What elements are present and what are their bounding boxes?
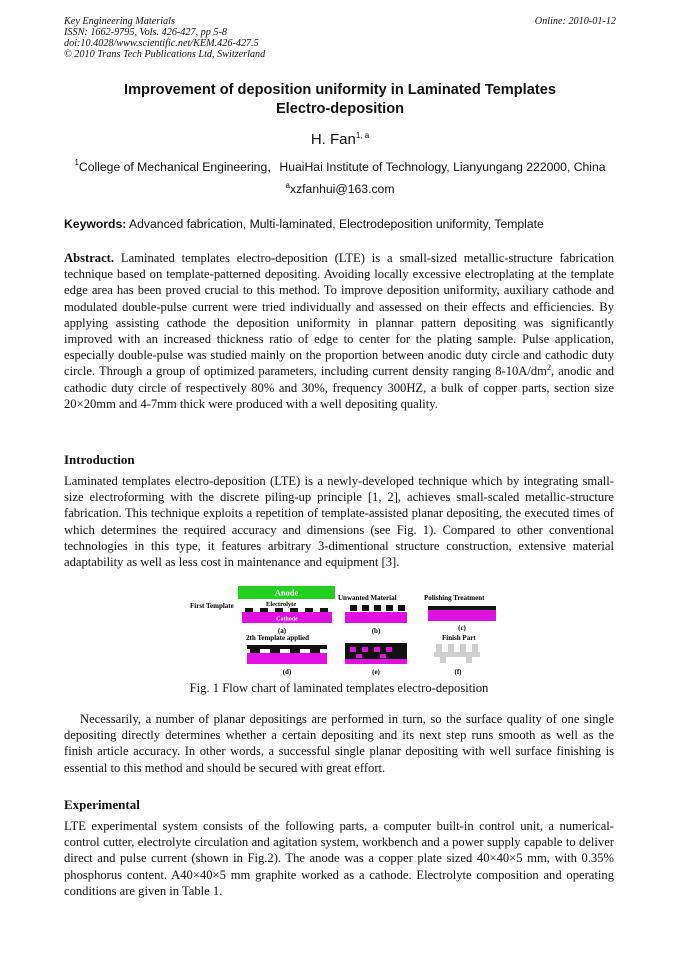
unwanted-material — [350, 605, 405, 611]
step-f-label: (f) — [454, 668, 462, 676]
polished-layer — [428, 606, 496, 610]
cathode-label: Cathode — [276, 616, 298, 623]
online-date: Online: 2010-01-12 — [534, 16, 616, 27]
affiliation-sup: 1 — [74, 158, 79, 167]
unwanted-material-label: Unwanted Material — [338, 594, 397, 602]
polishing-label: Polishing Treatment — [424, 594, 485, 602]
second-template — [247, 645, 327, 653]
introduction-heading: Introduction — [64, 452, 135, 467]
cathode-bar-c — [428, 610, 496, 621]
running-header — [64, 16, 616, 60]
introduction-paragraph-2: Necessarily, a number of planar depositings are performed in turn, so the surface quality of one single depositing directly determines whether a certain depositing and its next step runs smooth as well as the finish article accuracy. In other words, a successful single planar depositing with well surface finishing is essential to this method and should be secured with great effort. — [64, 712, 614, 775]
figure-1-caption: Fig. 1 Flow chart of laminated templates electro-deposition — [189, 681, 489, 695]
step-d-label: (d) — [282, 668, 292, 676]
email-line — [64, 181, 616, 196]
abstract-text-2: , anodic and cathodic duty circle of respectively 80% and 30%, frequency 300HZ, a bulk of copper parts, section size 20×20mm and 4-7mm thick were produced with a well depositing quality. — [64, 364, 615, 411]
keywords — [64, 217, 616, 231]
keywords-text: Advanced fabrication, Multi-laminated, Electrodeposition uniformity, Template — [126, 217, 544, 231]
experimental-paragraph-1: LTE experimental system consists of the following parts, a computer built-in control unit, a numerical-control cutter, electrolyte circulation and agitation system, workbench and a power supply capable to deliver direct and pulse current (shown in Fig.2). The anode was a copper plate sized 40×40×5 mm, with 0.35% phosphorus content. A40×40×5 mm graphite worked as a cathode. Electrolyte composition and operating conditions are given in Table 1. — [64, 819, 614, 898]
abstract-text-1: Laminated templates electro-deposition (LTE) is a small-sized metallic-structure fabrication technique based on template-patterned depositing. Avoiding locally excessive electroplating at the template edge area has been proved crucial to this method. To improve deposition uniformity, auxiliary cathode and modulated double-pulse current were tried individually and assessed on their effects and efficiencies. By applying assisting cathode the deposition uniformity in plannar pattern depositing was significantly improved with an increased thickness ratio of edge to center for the plating sample. Pulse application, especially double-pulse was studied mainly on the proportion between anodic duty circle and cathodic duty circle. Through a group of optimized parameters, including current density ranging 8-10A/dm — [64, 251, 614, 379]
multi-layer-part — [345, 643, 407, 664]
introduction-paragraph-1: Laminated templates electro-deposition (LTE) is a newly-developed technique which by integrating small-size electroforming with the discrete piling-up principle [1, 2], achieves small-scaled metallic-structure fabrication. This technique exploits a repetition of template-assisted planar depositing, the executed times of which determines the required accuracy and dimensions (see Fig. 1). Compared to other conventional technologies in this type, it features arbitrary 3-dimentional structure construction, extensive material adaptability as well as less cost in maintenance and equipment [3]. — [64, 474, 614, 570]
finish-part-label: Finish Part — [442, 634, 476, 642]
first-template-label: First Template — [190, 602, 234, 610]
title-line-2: Electro-deposition — [275, 101, 405, 117]
finish-part — [434, 644, 480, 663]
keywords-label: Keywords: — [64, 217, 127, 231]
copyright: © 2010 Trans Tech Publications Ltd, Switzerland — [64, 49, 266, 60]
step-b-label: (b) — [371, 627, 381, 635]
abstract — [64, 250, 614, 412]
step-c-label: (c) — [458, 624, 466, 632]
title-line-1: Improvement of deposition uniformity in Laminated Templates — [124, 82, 556, 98]
abstract-label: Abstract. — [64, 251, 115, 265]
first-template — [245, 608, 328, 612]
cathode-bar-b — [345, 612, 407, 623]
doi: doi:10.4028/www.scientific.net/KEM.426-427.5 — [64, 38, 259, 49]
abstract-sup: 2 — [546, 363, 551, 373]
experimental-heading: Experimental — [64, 797, 140, 812]
figure-1 — [190, 584, 505, 680]
step-a-label: (a) — [277, 627, 287, 635]
email-address[interactable]: xzfanhui@163.com — [289, 182, 395, 196]
affiliation — [64, 158, 616, 175]
affiliation-text: College of Mechanical Engineering，HuaiHai Institute of Technology, Lianyungang 222000, China — [78, 160, 606, 174]
author-name: H. Fan — [310, 131, 356, 148]
journal-name: Key Engineering Materials — [64, 16, 175, 27]
author-line — [64, 131, 616, 148]
author-sup: 1, a — [355, 131, 370, 140]
step-e-label: (e) — [372, 668, 380, 676]
paper-title — [64, 81, 616, 119]
electrolyte-label: Electrolyte — [266, 601, 297, 608]
second-template-label: 2th Template applied — [246, 634, 310, 642]
cathode-bar-d — [247, 653, 327, 664]
email-sup: a — [285, 181, 290, 190]
anode-label: Anode — [274, 587, 299, 598]
issn: ISSN: 1662-9795, Vols. 426-427, pp 5-8 — [64, 27, 227, 38]
